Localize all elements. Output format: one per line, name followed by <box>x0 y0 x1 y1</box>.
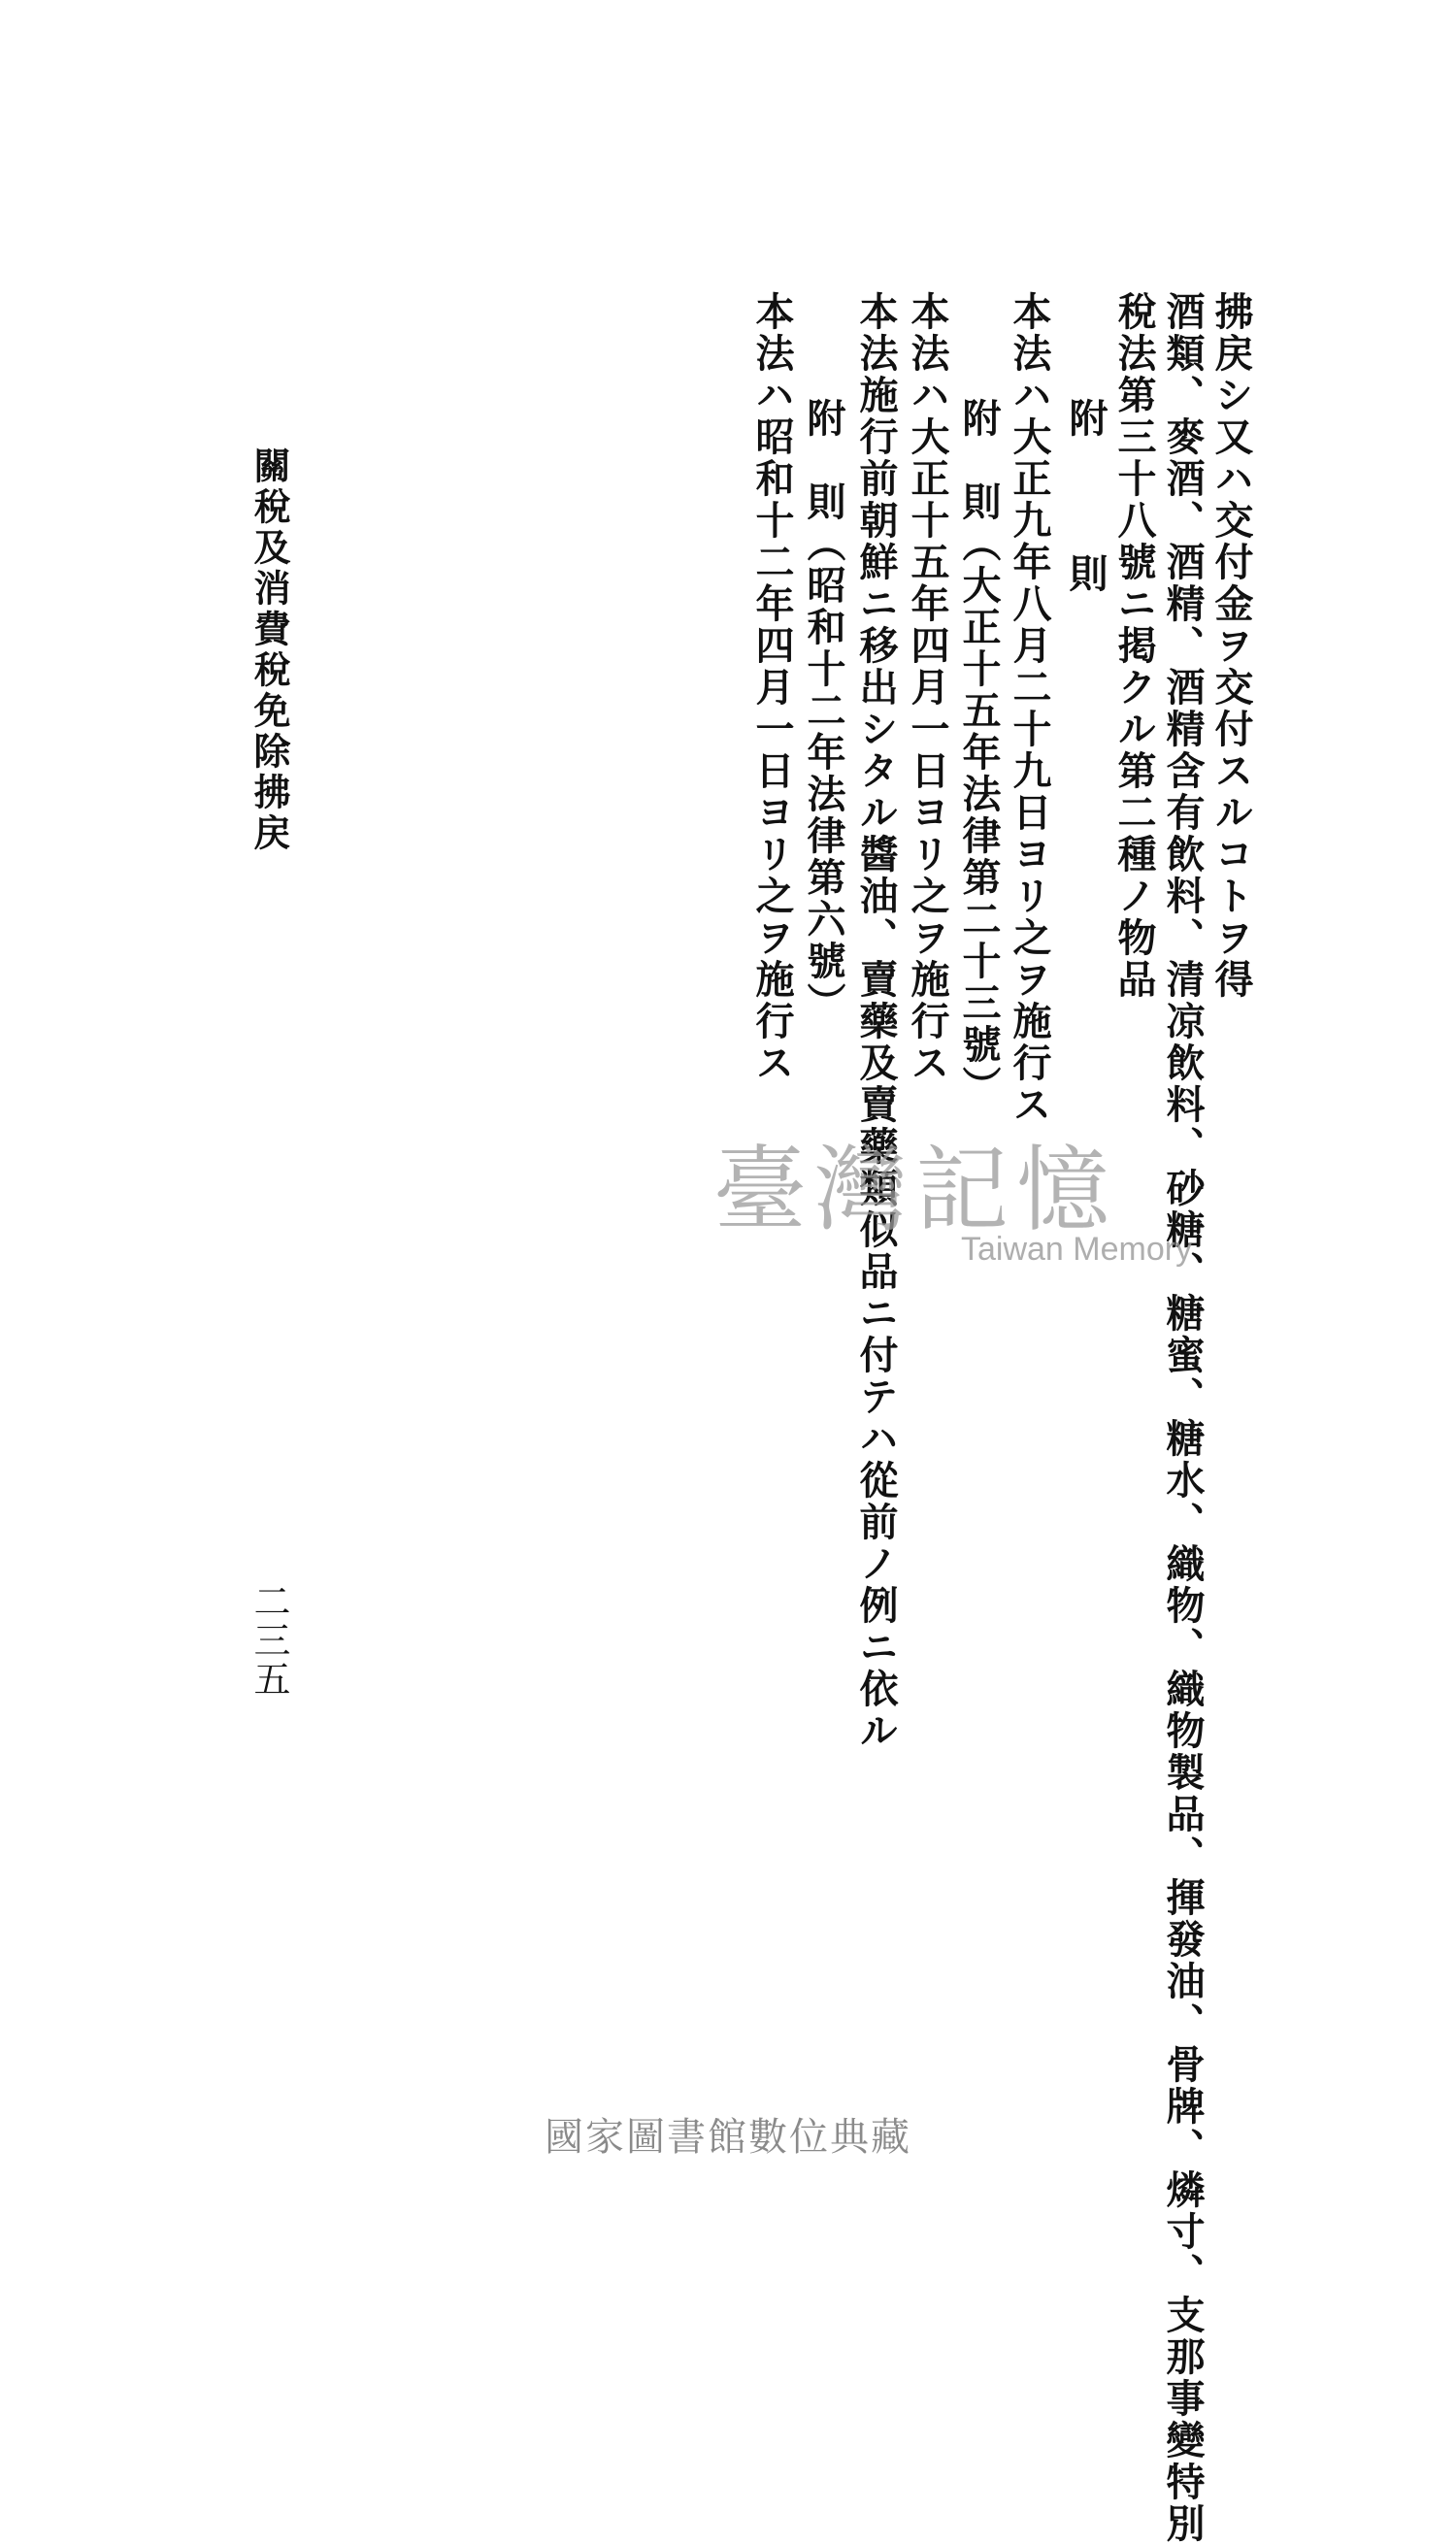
text-column-1: 拂戻シ又ハ交付金ヲ交付スルコトヲ得 <box>1208 291 1254 1001</box>
page-number: 二三五 <box>248 1582 290 1699</box>
text-column-3: 稅法第三十八號ニ掲クル第二種ノ物品 <box>1111 291 1157 1001</box>
running-header: 關稅及消費稅免除拂戻 <box>248 446 291 854</box>
watermark <box>713 1116 1199 1291</box>
watermark-cjk: 臺灣記憶 <box>713 1136 1117 1244</box>
text-column-2: 酒類、麥酒、酒精、酒精含有飲料、清凉飲料、砂糖、糖蜜、糖水、織物、織物製品、揮發油、骨牌、燐寸、支那事變特別 <box>1160 291 1206 2545</box>
text-column-8: 本法施行前朝鮮ニ移出シタル醬油、賣藥及賣藥類似品ニ付テハ從前ノ例ニ依ル <box>853 291 899 1752</box>
text-column-5: 本法ハ大正九年八月二十九日ヨリ之ヲ施行ス <box>1007 291 1052 1126</box>
text-column-10: 本法ハ昭和十二年四月一日ヨリ之ヲ施行ス <box>749 291 795 1084</box>
text-column-4-appendix: 附 則 <box>1063 398 1109 631</box>
text-column-6-appendix: 附 則（大正十五年法律第二十三號） <box>956 398 1002 1107</box>
text-column-9-appendix: 附 則（昭和十二年法律第六號） <box>801 398 846 1024</box>
text-column-7: 本法ハ大正十五年四月一日ヨリ之ヲ施行ス <box>905 291 950 1084</box>
footer-watermark: 國家圖書館數位典藏 <box>545 2115 911 2160</box>
watermark-latin: Taiwan Memory <box>961 1231 1193 1268</box>
